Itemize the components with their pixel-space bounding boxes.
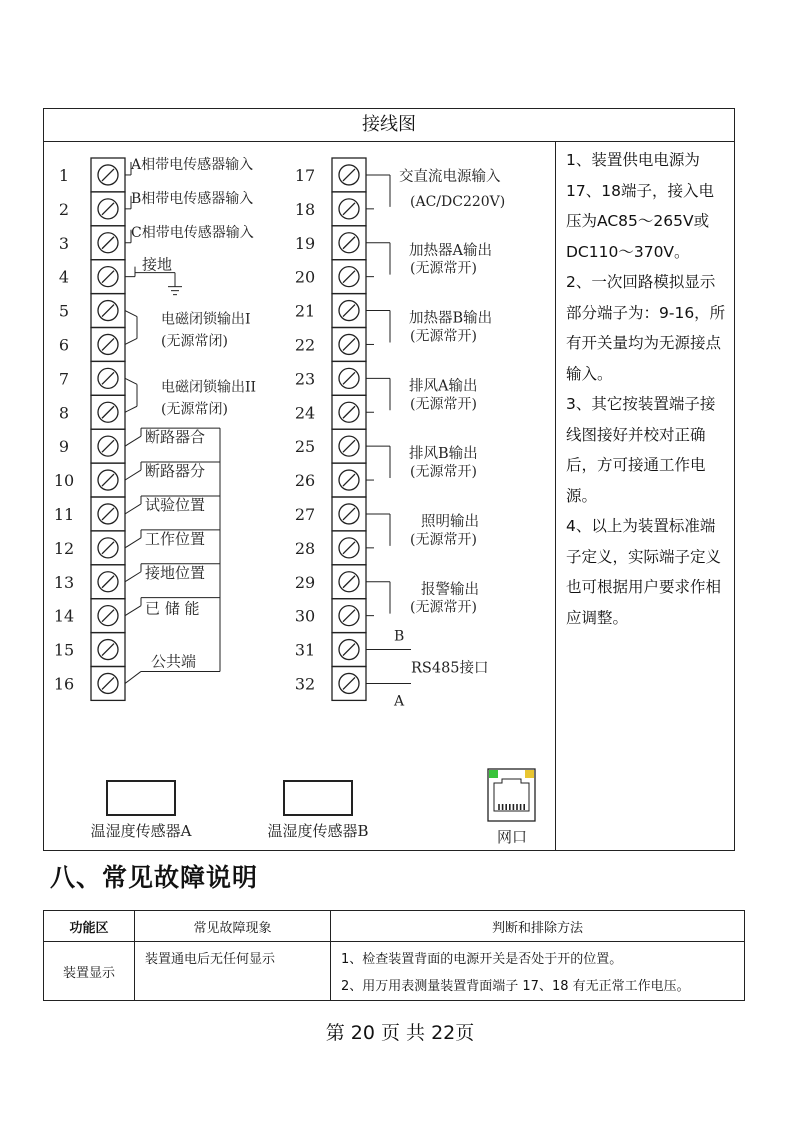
- right-terminal-number: 20: [294, 267, 316, 287]
- right-terminal-slot: [343, 406, 355, 418]
- sensor-input-label: C相带电传感器输入: [131, 224, 254, 241]
- note-item-3: 3、其它按装置端子接线图接好并校对正确后，方可接通工作电源。: [566, 395, 716, 505]
- right-terminal-slot: [343, 474, 355, 486]
- rs485-b-label: B: [394, 628, 405, 645]
- left-terminal-slot: [102, 508, 114, 520]
- right-terminal-number: 29: [294, 572, 316, 592]
- left-terminal-slot: [102, 271, 114, 283]
- right-terminal-slot: [343, 576, 355, 588]
- output-label: 排风B输出: [409, 446, 478, 463]
- wire: [125, 572, 141, 582]
- left-terminal-slot: [102, 677, 114, 689]
- left-terminal-slot: [102, 474, 114, 486]
- left-terminal-slot: [102, 203, 114, 215]
- wire: [125, 538, 141, 548]
- right-terminal-number: 17: [294, 165, 316, 185]
- left-terminal-slot: [102, 576, 114, 588]
- right-terminal-slot: [343, 677, 355, 689]
- right-terminal-number: 31: [294, 640, 316, 660]
- wire: [125, 406, 137, 412]
- wire: [125, 436, 141, 446]
- terminal-diagram-svg: [44, 141, 555, 850]
- output-label: 报警输出: [421, 581, 479, 598]
- output-sub-label: (无源常开): [410, 396, 477, 413]
- rs485-label: RS485接口: [411, 660, 489, 677]
- switch-input-label: 试验位置: [145, 495, 206, 514]
- output-sub-label: (无源常开): [410, 531, 477, 548]
- left-terminal-number: 11: [53, 504, 75, 524]
- output-label: 照明输出: [421, 513, 479, 530]
- cell-area: 装置显示: [44, 942, 135, 1001]
- right-terminal-number: 26: [294, 471, 316, 491]
- wiring-diagram-title: 接线图: [44, 109, 734, 142]
- lock-output-label: 电磁闭锁输出II: [161, 379, 257, 396]
- right-terminal-number: 22: [294, 335, 316, 355]
- output-label: 加热器A输出: [409, 242, 492, 259]
- sensor-a-port: [107, 781, 175, 815]
- right-terminal-slot: [343, 169, 355, 181]
- left-terminal-number: 15: [53, 640, 75, 660]
- output-label: 排风A输出: [409, 378, 478, 395]
- section-title: 八、常见故障说明: [50, 863, 259, 892]
- right-terminal-number: 18: [294, 199, 316, 219]
- page-footer: 第 20 页 共 22页: [325, 1022, 475, 1044]
- switch-input-label: 断路器分: [145, 462, 206, 481]
- wire: [125, 311, 137, 317]
- fault-table: [43, 910, 745, 1001]
- right-terminal-number: 30: [294, 606, 316, 626]
- switch-input-label: 已 储 能: [145, 599, 200, 618]
- sensor-b-port: [284, 781, 352, 815]
- left-terminal-slot: [102, 542, 114, 554]
- left-terminal-slot: [102, 406, 114, 418]
- right-terminal-number: 32: [294, 674, 316, 694]
- right-terminal-slot: [343, 644, 355, 656]
- rs485-a-label: A: [394, 693, 405, 710]
- note-item-4: 4、以上为装置标准端子定义，实际端子定义也可根据用户要求作相应调整。: [566, 517, 722, 627]
- right-terminal-number: 23: [294, 369, 316, 389]
- left-terminal-number: 14: [53, 606, 75, 626]
- wire: [125, 606, 141, 616]
- cell-symptom: 装置通电后无任何显示: [135, 942, 331, 1001]
- left-terminal-number: 16: [53, 674, 75, 694]
- left-terminal-slot: [102, 440, 114, 452]
- wire: [125, 504, 141, 514]
- right-terminal-slot: [343, 610, 355, 622]
- right-terminal-number: 21: [294, 301, 316, 321]
- left-terminal-slot: [102, 338, 114, 350]
- left-terminal-slot: [102, 610, 114, 622]
- left-terminal-number: 8: [58, 403, 70, 423]
- output-sub-label: (无源常开): [410, 260, 477, 277]
- wire: [125, 338, 137, 344]
- wiring-notes: [555, 141, 734, 850]
- right-terminal-slot: [343, 372, 355, 384]
- switch-input-label: 工作位置: [145, 529, 206, 548]
- left-terminal-number: 4: [58, 267, 70, 287]
- right-terminal-number: 19: [294, 233, 316, 253]
- right-terminal-slot: [343, 338, 355, 350]
- left-terminal-number: 3: [58, 233, 70, 253]
- wiring-diagram-frame: [43, 108, 735, 851]
- table-row: [44, 942, 745, 1001]
- right-terminal-number: 24: [294, 403, 316, 423]
- left-terminal-slot: [102, 169, 114, 181]
- left-terminal-slot: [102, 372, 114, 384]
- header-method: 判断和排除方法: [331, 911, 745, 942]
- left-terminal-number: 1: [58, 165, 70, 185]
- led-yellow-icon: [525, 770, 534, 778]
- lock-output-label: 电磁闭锁输出I: [161, 311, 251, 328]
- right-terminal-slot: [343, 508, 355, 520]
- output-sub-label: (无源常开): [410, 464, 477, 481]
- right-terminal-slot: [343, 542, 355, 554]
- output-sub-label: (无源常开): [410, 599, 477, 616]
- switch-input-label: 接地位置: [145, 563, 206, 582]
- note-item-2: 2、一次回路模拟显示部分端子为：9-16，所有开关量均为无源接点输入。: [566, 273, 726, 383]
- left-terminal-number: 2: [58, 199, 70, 219]
- right-terminal-slot: [343, 203, 355, 215]
- output-sub-label: (AC/DC220V): [410, 193, 506, 210]
- fault-table-header: [44, 911, 745, 942]
- network-port-label: 网口: [496, 828, 528, 846]
- left-terminal-number: 10: [53, 471, 75, 491]
- cell-method: [331, 942, 745, 1001]
- wire: [125, 378, 137, 384]
- header-area: 功能区: [44, 911, 135, 942]
- switch-input-label: 断路器合: [145, 428, 206, 447]
- left-terminal-slot: [102, 644, 114, 656]
- left-terminal-number: 7: [58, 369, 70, 389]
- method-line-2: 2、用万用表测量装置背面端子 17、18 有无正常工作电压。: [341, 979, 690, 994]
- method-line-1: 1、检查装置背面的电源开关是否处于开的位置。: [341, 952, 623, 967]
- left-terminal-slot: [102, 237, 114, 249]
- left-terminal-number: 5: [58, 301, 70, 321]
- sensor-input-label: A相带电传感器输入: [131, 156, 254, 173]
- ground-label: 接地: [142, 255, 173, 274]
- sensor-input-label: B相带电传感器输入: [131, 190, 254, 207]
- note-item-1: 1、装置供电电源为17、18端子，接入电压为AC85～265V或DC110～370V。: [566, 151, 714, 261]
- common-label: 公共端: [151, 652, 197, 671]
- right-terminal-slot: [343, 271, 355, 283]
- left-terminal-slot: [102, 305, 114, 317]
- left-terminal-number: 12: [53, 538, 75, 558]
- right-terminal-slot: [343, 237, 355, 249]
- right-terminal-slot: [343, 440, 355, 452]
- lock-output-sub-label: (无源常闭): [161, 401, 228, 418]
- right-terminal-number: 25: [294, 437, 316, 457]
- right-terminal-slot: [343, 305, 355, 317]
- header-symptom: 常见故障现象: [135, 911, 331, 942]
- wire: [125, 470, 141, 480]
- sensor-b-label: 温湿度传感器B: [267, 822, 369, 840]
- sensor-a-label: 温湿度传感器A: [90, 822, 192, 840]
- output-label: 交直流电源输入: [399, 168, 501, 185]
- wire: [125, 671, 141, 683]
- left-terminal-number: 9: [58, 437, 70, 457]
- left-terminal-number: 6: [58, 335, 70, 355]
- output-label: 加热器B输出: [409, 310, 493, 327]
- output-sub-label: (无源常开): [410, 328, 477, 345]
- right-terminal-number: 28: [294, 538, 316, 558]
- lock-output-sub-label: (无源常闭): [161, 333, 228, 350]
- led-green-icon: [489, 770, 498, 778]
- terminal-diagram: [44, 141, 555, 850]
- left-terminal-number: 13: [53, 572, 75, 592]
- right-terminal-number: 27: [294, 504, 316, 524]
